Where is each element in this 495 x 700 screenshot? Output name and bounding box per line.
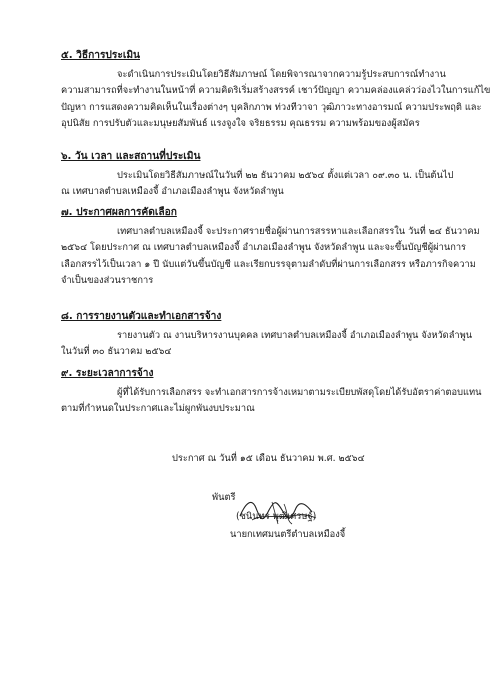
section-line: ตามที่กำหนดในประกาศและไม่ผูกพันงบประมาณ [61, 403, 255, 415]
section-line: เทศบาลตำบลเหมืองจี้ จะประกาศรายชื่อผู้ผ่านการสรรหาและเลือกสรรใน วันที่ ๒๔ ธันวาคม [117, 226, 480, 237]
section-line: ปัญหา การแสดงความคิดเห็นในเรื่องต่างๆ บุคลิกภาพ ท่วงทีวาจา วุฒิภาวะทางอารมณ์ ความประพฤติ และ [61, 101, 482, 113]
section-evaluation-method [61, 49, 491, 133]
section-line: เลือกสรรไว้เป็นเวลา ๑ ปี นับแต่วันขึ้นบัญชี และเรียกบรรจุตามลำดับที่ผ่านการเลือกสรร หรือภารกิจความ [61, 258, 476, 270]
announcement-date: ประกาศ ณ วันที่ ๑๕ เดือน ธันวาคม พ.ศ. ๒๕๖๔ [172, 453, 365, 464]
section-line: จำเป็นของส่วนราชการ [61, 275, 154, 287]
section-line: ประเมินโดยวิธีสัมภาษณ์ในวันที่ ๒๒ ธันวาคม ๒๕๖๔ ตั้งแต่เวลา ๐๙.๓๐ น. เป็นต้นไป [117, 170, 454, 181]
section-line: อุปนิสัย การปรับตัวและมนุษยสัมพันธ์ แรงจูงใจ จริยธรรม คุณธรรม ความพร้อมของผู้สมัคร [61, 118, 420, 130]
section-date-time-place [61, 150, 454, 201]
section-line: รายงานตัว ณ งานบริหารงานบุคคล เทศบาลตำบลเหมืองจี้ อำเภอเมืองลำพูน จังหวัดลำพูน [117, 330, 473, 341]
section-employment-period [61, 367, 482, 418]
signer-title: นายกเทศมนตรีตำบลเหมืองจี้ [230, 529, 346, 540]
section-announcement-results [61, 206, 480, 290]
section-line: ในวันที่ ๓๐ ธันวาคม ๒๕๖๔ [61, 346, 172, 358]
section-line: ความสามารถที่จะทำงานในหน้าที่ ความคิดริเริ่มสร้างสรรค์ เชาว์ปัญญา ความคล่องแคล่วว่องไวในการแก้ไข [61, 85, 491, 97]
section-line: จะดำเนินการประเมินโดยวิธีสัมภาษณ์ โดยพิจารณาจากความรู้ประสบการณ์ทำงาน [117, 69, 446, 80]
section-line: ณ เทศบาลตำบลเหมืองจี้ อำเภอเมืองลำพูน จังหวัดลำพูน [61, 186, 284, 198]
section-heading: ๙. ระยะเวลาการจ้าง [61, 368, 154, 379]
signer-name: (ชนินทร พุฒิเศรษฐ์) [236, 511, 317, 522]
section-line: ๒๕๖๔ โดยประกาศ ณ เทศบาลตำบลเหมืองจี้ อำเภอเมืองลำพูน จังหวัดลำพูน และจะขึ้นบัญชีผู้ผ่านการ [61, 242, 467, 254]
signer-rank: พันตรี [212, 492, 236, 503]
section-heading: ๖. วัน เวลา และสถานที่ประเมิน [61, 151, 201, 162]
section-heading: ๕. วิธีการประเมิน [61, 50, 140, 61]
section-report-and-contract [61, 310, 473, 361]
section-line: ผู้ที่ได้รับการเลือกสรร จะทำเอกสารการจ้างเหมาตามระเบียบพัสดุโดยได้รับอัตราค่าตอบแทน [117, 387, 482, 398]
section-heading: ๘. การรายงานตัวและทำเอกสารจ้าง [61, 311, 222, 322]
section-heading: ๗. ประกาศผลการคัดเลือก [61, 207, 177, 218]
